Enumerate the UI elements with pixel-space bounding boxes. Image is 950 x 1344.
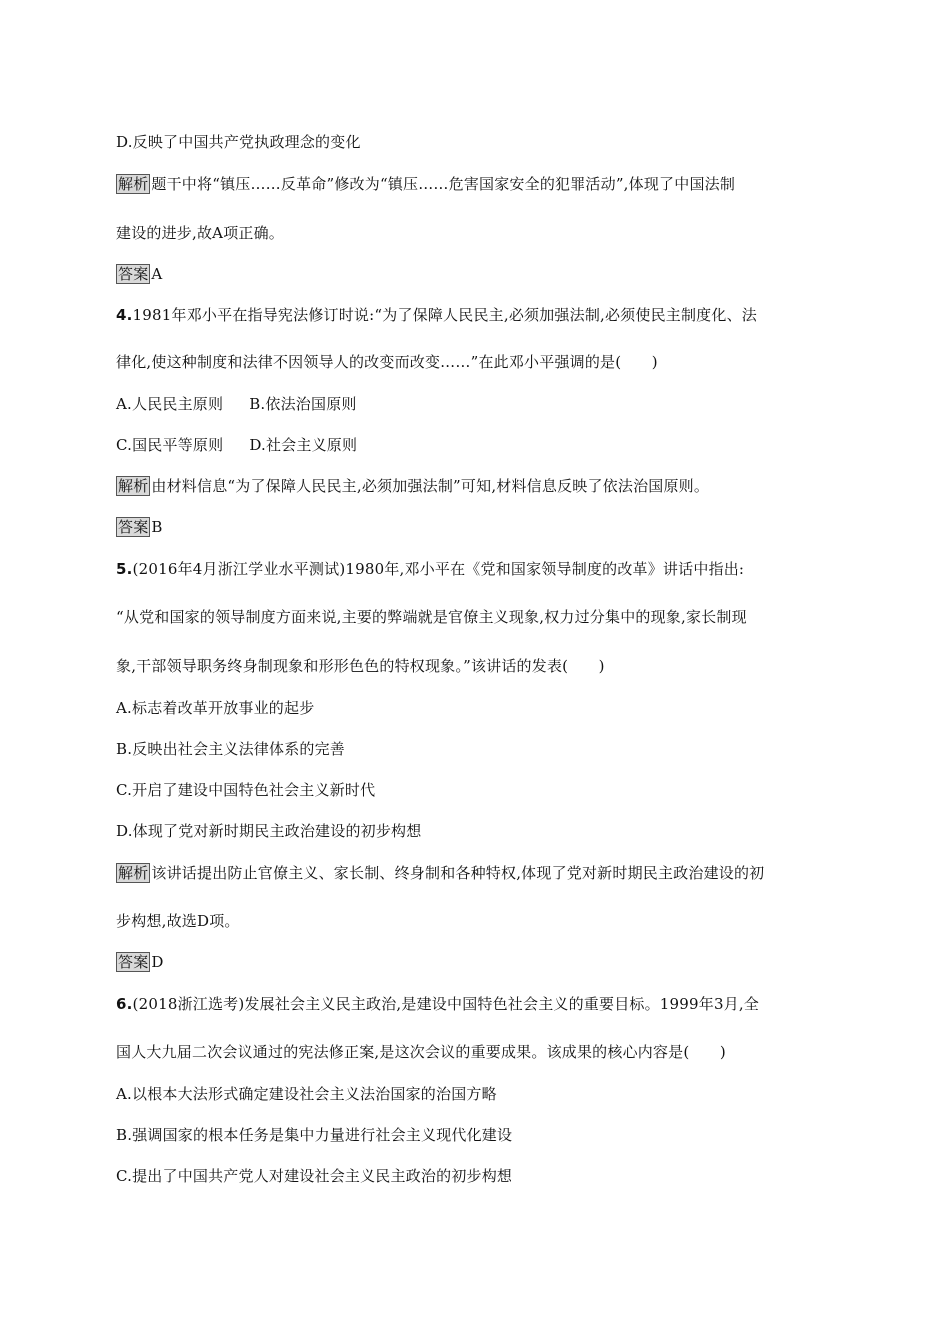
answer-label: 答案 bbox=[118, 518, 149, 536]
q6-number: 6. bbox=[116, 995, 133, 1013]
q6-stem bbox=[116, 993, 836, 1015]
q4-stem bbox=[116, 304, 836, 326]
q5-stem bbox=[116, 558, 836, 580]
q4-options-cd bbox=[116, 434, 836, 456]
q6-stem-text-2: 国人大九届二次会议通过的宪法修正案,是这次会议的重要成果。该成果的核心内容是( ) bbox=[116, 1043, 726, 1061]
analysis-label: 解析 bbox=[118, 175, 149, 193]
q5-option-a: A.标志着改革开放事业的起步 bbox=[116, 699, 315, 717]
q4-option-d: D.社会主义原则 bbox=[249, 436, 358, 454]
q5-answer bbox=[116, 951, 836, 973]
q4-option-c: C.国民平等原则 bbox=[116, 436, 224, 454]
q3-analysis-text-2: 建设的进步,故A项正确。 bbox=[116, 224, 285, 242]
q4-analysis-text-1: 由材料信息“为了保障人民民主,必须加强法制”可知,材料信息反映了依法治国原则。 bbox=[151, 477, 710, 495]
q3-analysis bbox=[116, 173, 836, 195]
q5-option-b: B.反映出社会主义法律体系的完善 bbox=[116, 740, 345, 758]
q5-stem-text-3: 象,干部领导职务终身制现象和形形色色的特权现象。”该讲话的发表( ) bbox=[116, 657, 605, 675]
q4-answer bbox=[116, 516, 836, 538]
answer-label: 答案 bbox=[118, 265, 149, 283]
q3-answer-value: A bbox=[151, 265, 163, 283]
analysis-label: 解析 bbox=[118, 864, 149, 882]
q5-analysis bbox=[116, 862, 836, 884]
q5-option-d: D.体现了党对新时期民主政治建设的初步构想 bbox=[116, 822, 422, 840]
q3-analysis-text-1: 题干中将“镇压……反革命”修改为“镇压……危害国家安全的犯罪活动”,体现了中国法制 bbox=[151, 175, 736, 193]
q6-option-a: A.以根本大法形式确定建设社会主义法治国家的治国方略 bbox=[116, 1085, 497, 1103]
q4-stem-text-2: 律化,使这种制度和法律不因领导人的改变而改变……”在此邓小平强调的是( ) bbox=[116, 353, 658, 371]
q4-answer-value: B bbox=[151, 518, 163, 536]
q3-answer bbox=[116, 263, 836, 285]
q4-number: 4. bbox=[116, 306, 133, 324]
q5-answer-value: D bbox=[151, 953, 164, 971]
q4-option-b: B.依法治国原则 bbox=[249, 395, 357, 413]
q3-option-d: D.反映了中国共产党执政理念的变化 bbox=[116, 133, 361, 151]
q5-option-c: C.开启了建设中国特色社会主义新时代 bbox=[116, 781, 376, 799]
q4-stem-text-1: 1981年邓小平在指导宪法修订时说:“为了保障人民民主,必须加强法制,必须使民主制度化、法 bbox=[132, 306, 757, 324]
q5-stem-text-2: “从党和国家的领导制度方面来说,主要的弊端就是官僚主义现象,权力过分集中的现象,家长制现 bbox=[116, 608, 747, 626]
q5-number: 5. bbox=[116, 560, 133, 578]
q5-analysis-text-2: 步构想,故选D项。 bbox=[116, 912, 240, 930]
q4-analysis bbox=[116, 475, 836, 497]
q5-stem-text-1: (2016年4月浙江学业水平测试)1980年,邓小平在《党和国家领导制度的改革》讲话中指出: bbox=[132, 560, 745, 578]
analysis-label: 解析 bbox=[118, 477, 149, 495]
q4-option-a: A.人民民主原则 bbox=[116, 395, 224, 413]
answer-label: 答案 bbox=[118, 953, 149, 971]
q6-option-c: C.提出了中国共产党人对建设社会主义民主政治的初步构想 bbox=[116, 1167, 513, 1185]
q4-options-ab bbox=[116, 393, 836, 415]
q6-option-b: B.强调国家的根本任务是集中力量进行社会主义现代化建设 bbox=[116, 1126, 513, 1144]
q6-stem-text-1: (2018浙江选考)发展社会主义民主政治,是建设中国特色社会主义的重要目标。1999年3月,全 bbox=[132, 995, 760, 1013]
q5-analysis-text-1: 该讲话提出防止官僚主义、家长制、终身制和各种特权,体现了党对新时期民主政治建设的初 bbox=[151, 864, 765, 882]
